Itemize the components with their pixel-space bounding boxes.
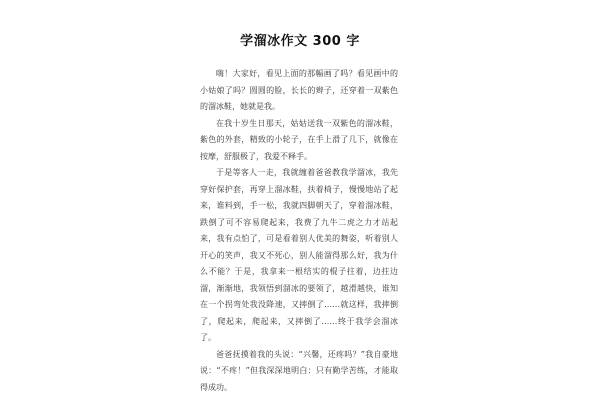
paragraph-conclusion: 爸爸抚摸着我的头说：“兴馨，还疼吗？”我自豪地说：“不疼！”但我深深地明白：只有勤学苦练，才能取得成功。 xyxy=(200,349,398,392)
document-title: 学溜冰作文 300 字 xyxy=(240,34,360,49)
essay-body xyxy=(200,66,398,396)
paragraph-birthday-gift: 在我十岁生日那天，姑姑送我一双紫色的溜冰鞋，紫色的外套，精致的小轮子，在手上滑了几下，就像在按摩，舒服极了，我爱不释手。 xyxy=(200,118,398,161)
paragraph-learning-to-skate: 于是等客人一走，我就缠着爸爸教我学溜冰，我先穿好保护套，再穿上溜冰鞋，扶着椅子，慢慢地站了起来，谁料到，手一松，我就四脚朝天了，穿着溜冰鞋，跌倒了可不容易爬起来，我费了九牛二虎之力才站起来，我有点怕了，可是看着别人优美的舞姿，听着别人开心的笑声，我又不死心，别人能溜得那么好，我为什么不能？于是，我拿来一根结实的棍子拄着，边拄边溜，渐渐地，我领悟到溜冰的要领了，越滑越快，谁知在一个拐弯处我没降速，又摔倒了……就这样，我摔倒了，爬起来，爬起来，又摔倒了……终于我学会溜冰了。 xyxy=(200,168,398,342)
paragraph-intro: 嗨！大家好，看见上面的那幅画了吗？看见画中的小姑娘了吗？圆圆的脸，长长的辫子，还穿着一双紫色的溜冰鞋，她就是我。 xyxy=(200,69,398,111)
